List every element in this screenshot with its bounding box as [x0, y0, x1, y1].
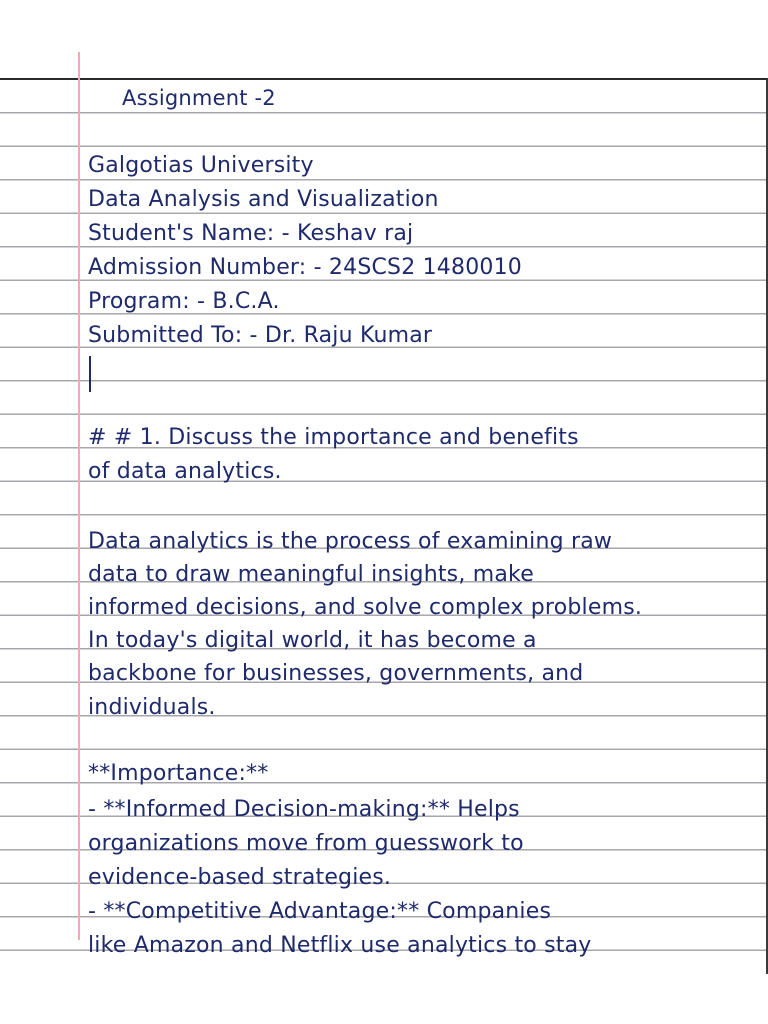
- intro-line: individuals.: [88, 695, 216, 720]
- importance-line: - **Competitive Advantage:** Companies: [88, 899, 552, 924]
- importance-line: evidence-based strategies.: [88, 865, 392, 890]
- importance-line: organizations move from guesswork to: [88, 831, 524, 856]
- importance-line: like Amazon and Netflix use analytics to stay: [88, 933, 592, 958]
- header-line: Student's Name: - Keshav raj: [88, 221, 414, 246]
- intro-line: data to draw meaningful insights, make: [88, 562, 534, 587]
- assignment-title: Assignment -2: [122, 86, 276, 110]
- question-line: # # 1. Discuss the importance and benefits: [88, 425, 579, 450]
- intro-line: In today's digital world, it has become a: [88, 628, 537, 653]
- importance-line: - **Informed Decision-making:** Helps: [88, 797, 520, 822]
- header-line: Submitted To: - Dr. Raju Kumar: [88, 323, 433, 348]
- intro-line: informed decisions, and solve complex problems.: [88, 595, 643, 620]
- importance-heading: **Importance:**: [88, 761, 269, 786]
- text-cursor: [89, 356, 91, 392]
- intro-line: backbone for businesses, governments, and: [88, 661, 584, 686]
- header-line: Galgotias University: [88, 153, 314, 178]
- header-line: Data Analysis and Visualization: [88, 187, 439, 212]
- question-line: of data analytics.: [88, 459, 282, 484]
- header-line: Admission Number: - 24SCS2 1480010: [88, 255, 522, 280]
- intro-line: Data analytics is the process of examining raw: [88, 529, 613, 554]
- header-line: Program: - B.C.A.: [88, 289, 280, 314]
